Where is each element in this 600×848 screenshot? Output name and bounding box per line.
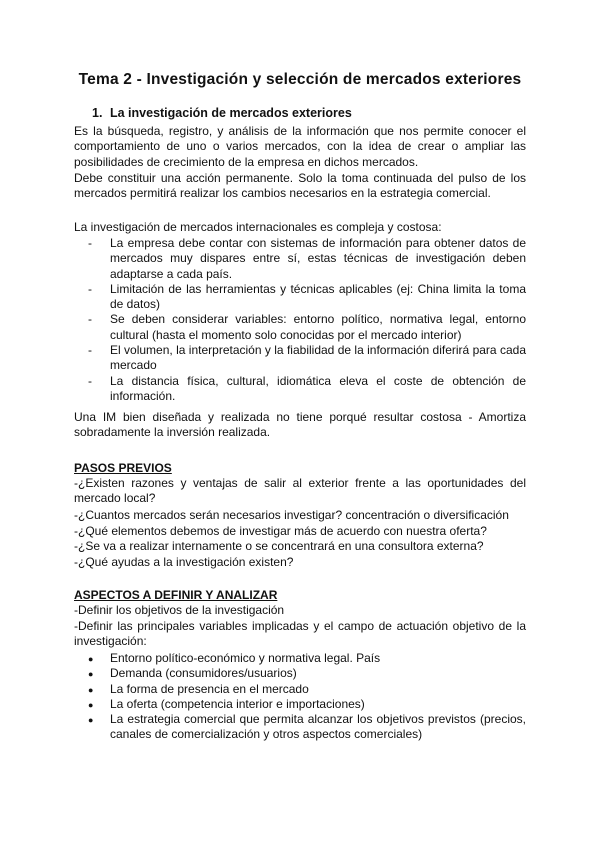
list-item: ● La oferta (competencia interior e importaciones) — [74, 697, 526, 712]
aspectos-line-2: -Definir las principales variables implicadas y el campo de actuación objetivo de la investigación: — [74, 619, 526, 649]
paragraph-definition: Es la búsqueda, registro, y análisis de la información que nos permite conocer el comportamiento de uno o varios mercados, con la idea de crear o ampliar las posibilidades de crecimiento de la empresa en dichos mercados. — [74, 124, 526, 169]
bullet-icon: ● — [88, 669, 94, 680]
paragraph-complexity-intro: La investigación de mercados internacionales es compleja y costosa: — [74, 220, 442, 234]
dash-mark: - — [88, 343, 92, 358]
pasos-previos-heading: PASOS PREVIOS — [74, 461, 172, 475]
list-item: - Limitación de las herramientas y técnicas aplicables (ej: China limita la toma de datos) — [88, 281, 526, 312]
list-item: ● La forma de presencia en el mercado — [74, 682, 526, 697]
question-4: -¿Se va a realizar internamente o se concentrará en una consultora externa? — [74, 539, 484, 553]
question-3: -¿Qué elementos debemos de investigar más de acuerdo con nuestra oferta? — [74, 524, 487, 538]
dash-mark: - — [88, 236, 92, 250]
dash-mark: - — [88, 373, 92, 388]
list-item: ● Demanda (consumidores/usuarios) — [74, 666, 526, 681]
dash-mark: - — [88, 312, 92, 327]
list-item: ● La estrategia comercial que permita alcanzar los objetivos previstos (precios, canales de comercialización y otros aspectos comerciales) — [88, 712, 526, 742]
list-item: - La distancia física, cultural, idiomática eleva el coste de obtención de información. — [88, 373, 526, 403]
aspectos-line-1: -Definir los objetivos de la investigación — [74, 603, 285, 617]
aspectos-bullet-list — [74, 651, 526, 743]
list-item: - Se deben considerar variables: entorno político, normativa legal, entorno cultural (hasta el momento solo conocidas por el mercado interior) — [88, 312, 526, 342]
section-number: 1. — [92, 106, 103, 120]
document-title: Tema 2 - Investigación y selección de mercados exteriores — [78, 71, 522, 88]
section-heading — [92, 106, 352, 120]
question-5: -¿Qué ayudas a la investigación existen? — [74, 555, 294, 569]
section-heading-text: La investigación de mercados exteriores — [110, 106, 352, 120]
question-2: -¿Cuantos mercados serán necesarios investigar? concentración o diversificación — [74, 508, 509, 522]
list-item: - La empresa debe contar con sistemas de información para obtener datos de mercados muy dispares entre sí, estas técnicas de investigación deben adaptarse a cada país. — [88, 236, 526, 281]
bullet-icon: ● — [88, 684, 94, 695]
complexity-list — [74, 236, 526, 404]
dash-mark: - — [88, 281, 92, 296]
paragraph-permanent-action: Debe constituir una acción permanente. Solo la toma continuada del pulso de los mercados permitirá realizar los cambios necesarios en la estrategia comercial. — [74, 171, 526, 201]
aspectos-heading: ASPECTOS A DEFINIR Y ANALIZAR — [74, 588, 278, 602]
bullet-icon: ● — [88, 654, 94, 664]
question-1: -¿Existen razones y ventajas de salir al exterior frente a las oportunidades del mercado local? — [74, 476, 526, 506]
bullet-icon: ● — [88, 715, 94, 726]
bullet-icon: ● — [88, 699, 94, 710]
list-item: - El volumen, la interpretación y la fiabilidad de la información diferirá para cada mercado — [88, 343, 526, 373]
paragraph-im-cost: Una IM bien diseñada y realizada no tiene porqué resultar costosa - Amortiza sobradamente la inversión realizada. — [74, 410, 526, 440]
list-item: ● Entorno político-económico y normativa legal. País — [74, 651, 526, 666]
